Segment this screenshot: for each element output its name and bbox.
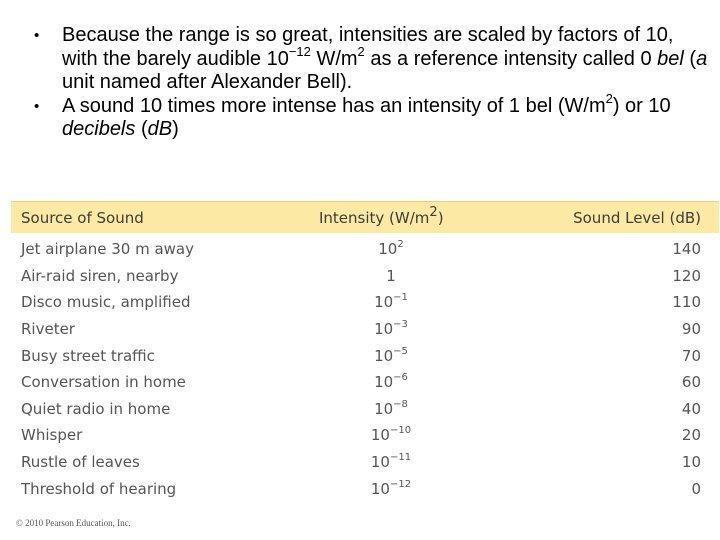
cell-level: 0 — [691, 479, 701, 498]
bullet-italic: a — [696, 47, 708, 70]
table-row — [11, 316, 719, 343]
bullet-text: ( — [135, 118, 148, 140]
intensity-base: 1 — [386, 266, 396, 285]
table-row — [11, 449, 719, 476]
bullet-list — [30, 24, 710, 142]
intensity-base: 10 — [370, 426, 390, 445]
bullet-text: Because the range is so great, intensities are scaled by factors of 10, with the barely audible 10 — [62, 24, 674, 70]
cell-intensity — [311, 480, 541, 498]
intensity-base: 10 — [374, 373, 394, 392]
cell-intensity — [311, 453, 541, 471]
intensity-base: 10 — [374, 346, 394, 365]
bullet-item — [30, 24, 710, 95]
exponent: 2 — [429, 204, 438, 220]
cell-source: Conversation in home — [21, 373, 186, 392]
cell-intensity — [311, 320, 541, 338]
bullet-text: W/m — [310, 47, 358, 70]
cell-level: 70 — [681, 346, 701, 365]
cell-level: 110 — [672, 293, 701, 312]
cell-intensity — [311, 267, 541, 285]
cell-source: Disco music, amplified — [21, 293, 191, 312]
bullet-text: A sound 10 times more intense has an intensity of 1 bel (W/m — [62, 94, 606, 117]
header-intensity-close: ) — [437, 208, 444, 227]
bullet-text: as a reference intensity called 0 — [364, 47, 658, 70]
intensity-base: 10 — [370, 479, 390, 498]
cell-source: Rustle of leaves — [21, 453, 140, 472]
cell-source: Threshold of hearing — [21, 479, 177, 498]
cell-source: Busy street traffic — [21, 346, 155, 365]
cell-intensity — [311, 373, 541, 391]
table-header — [11, 202, 719, 233]
cell-source: Riveter — [21, 320, 75, 339]
cell-level: 120 — [672, 266, 701, 285]
exponent: −1 — [393, 292, 408, 304]
bullet-text: ) or 10 — [612, 94, 671, 117]
cell-intensity — [311, 293, 541, 311]
cell-level: 40 — [681, 399, 701, 418]
bullet-text: unit named after Alexander Bell). — [62, 71, 353, 93]
bullet-text: ( — [683, 47, 697, 70]
cell-intensity — [311, 426, 541, 444]
table-row — [11, 369, 719, 396]
exponent: −3 — [393, 319, 408, 331]
bullet-italic: decibels — [62, 118, 136, 140]
cell-source: Whisper — [21, 426, 83, 445]
bullet-item — [30, 90, 710, 142]
table-row — [11, 422, 719, 449]
exponent: −11 — [389, 452, 412, 464]
table-row — [11, 342, 719, 369]
table-body — [11, 233, 719, 502]
exponent: −12 — [288, 43, 311, 59]
cell-source: Air-raid siren, nearby — [21, 266, 179, 285]
sound-level-table — [11, 201, 719, 502]
cell-source: Jet airplane 30 m away — [21, 240, 194, 259]
exponent: 2 — [357, 43, 365, 59]
exponent: −8 — [393, 398, 408, 410]
header-level: Sound Level (dB) — [573, 208, 701, 227]
exponent: −6 — [393, 372, 408, 384]
intensity-base: 10 — [378, 240, 398, 259]
copyright-notice: © 2010 Pearson Education, Inc. — [16, 518, 131, 528]
exponent: −10 — [389, 425, 412, 437]
table-row — [11, 236, 719, 263]
cell-level: 10 — [681, 453, 701, 472]
exponent: 2 — [605, 90, 613, 106]
exponent: −5 — [393, 345, 408, 357]
table-row — [11, 475, 719, 502]
cell-intensity — [311, 400, 541, 418]
intensity-base: 10 — [374, 399, 394, 418]
cell-level: 20 — [681, 426, 701, 445]
header-source: Source of Sound — [21, 208, 144, 227]
intensity-base: 10 — [370, 453, 390, 472]
cell-source: Quiet radio in home — [21, 399, 171, 418]
intensity-base: 10 — [374, 293, 394, 312]
intensity-base: 10 — [374, 320, 394, 339]
bullet-dot-icon: • — [34, 97, 40, 115]
exponent: 2 — [397, 239, 404, 251]
bullet-italic: dB — [147, 118, 173, 140]
table-row — [11, 396, 719, 423]
bullet-text: ) — [172, 118, 179, 140]
header-intensity — [311, 204, 541, 227]
cell-intensity — [311, 240, 541, 258]
exponent: −12 — [389, 478, 412, 490]
header-intensity-label: Intensity (W/m — [319, 208, 430, 227]
bullet-dot-icon: • — [34, 27, 40, 44]
cell-level: 60 — [681, 373, 701, 392]
bullet-italic: bel — [657, 47, 684, 70]
cell-intensity — [311, 347, 541, 365]
table-row — [11, 289, 719, 316]
cell-level: 90 — [681, 320, 701, 339]
cell-level: 140 — [672, 240, 701, 259]
table-row — [11, 263, 719, 290]
